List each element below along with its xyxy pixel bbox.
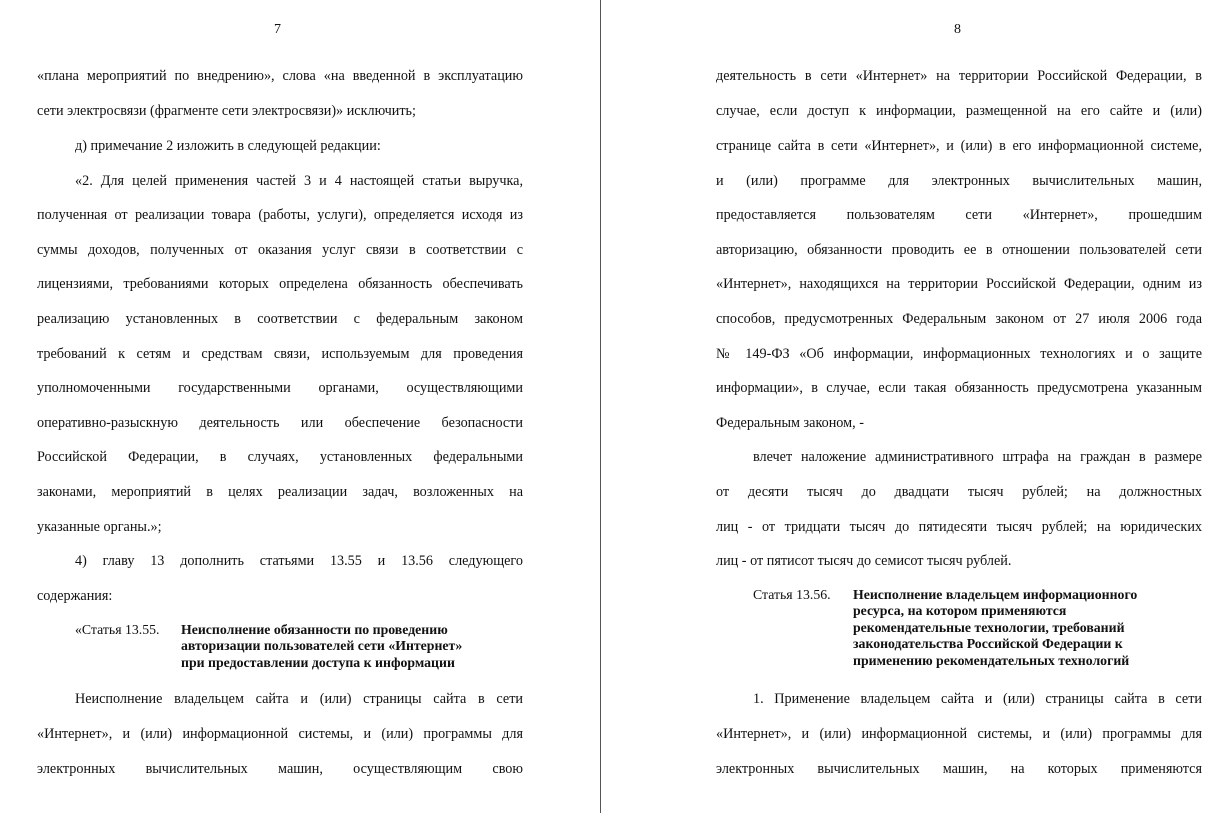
text-line: оперативно-разыскную деятельность или обеспечение безопасности — [37, 415, 523, 431]
article-title — [181, 622, 462, 671]
text-line: лицензиями, требованиями которых определена обязанность обеспечивать — [37, 276, 523, 292]
text-line: деятельность в сети «Интернет» на территории Российской Федерации, в — [716, 68, 1202, 84]
text-line: случае, если доступ к информации, размещенной на его сайте и (или) — [716, 103, 1202, 119]
text-line: суммы доходов, полученных от оказания услуг связи в соответствии с — [37, 242, 523, 258]
article-title-line: Неисполнение владельцем информационного — [853, 587, 1138, 602]
text-line: № 149-ФЗ «Об информации, информационных технологиях и о защите — [716, 346, 1202, 362]
article-title-line: законодательства Российской Федерации к — [853, 636, 1123, 652]
article-heading — [753, 587, 1213, 672]
text-line: предоставляется пользователям сети «Интернет», прошедшим — [716, 207, 1202, 223]
text-line: указанные органы.»; — [37, 519, 162, 535]
article-title-line: ресурса, на котором применяются — [853, 603, 1067, 619]
text-line: электронных вычислительных машин, осуществляющим свою — [37, 761, 523, 777]
text-line: от десяти тысяч до двадцати тысяч рублей; на должностных — [716, 484, 1202, 500]
left-page — [0, 0, 600, 813]
article-title-line: применению рекомендательных технологий — [853, 652, 1130, 668]
text-line: лиц - от пятисот тысяч до семисот тысяч рублей. — [716, 553, 1012, 569]
article-title-line: при предоставлении доступа к информации — [181, 654, 455, 670]
text-line: «плана мероприятий по внедрению», слова «на введенной в эксплуатацию — [37, 68, 523, 84]
text-line: полученная от реализации товара (работы, услуги), определяется исходя из — [37, 207, 523, 223]
text-line: электронных вычислительных машин, на которых применяются — [716, 761, 1202, 777]
article-title-line: авторизации пользователей сети «Интернет» — [181, 638, 463, 654]
text-line: «Интернет», и (или) информационной системы, и (или) программы для — [716, 726, 1202, 742]
text-line: авторизацию, обязанности проводить ее в отношении пользователей сети — [716, 242, 1202, 258]
text-line: 4) главу 13 дополнить статьями 13.55 и 13.56 следующего — [75, 553, 523, 569]
text-line: законами, мероприятий в целях реализации задач, возложенных на — [37, 484, 523, 500]
text-line: реализацию установленных в соответствии с федеральным законом — [37, 311, 523, 327]
article-number: Статья 13.56. — [753, 587, 831, 602]
article-title-line: Неисполнение обязанности по проведению — [181, 622, 448, 637]
text-line: содержания: — [37, 588, 113, 604]
text-line: и (или) программе для электронных вычислительных машин, — [716, 173, 1202, 189]
right-page — [601, 0, 1222, 813]
article-heading — [75, 622, 535, 674]
text-line: странице сайта в сети «Интернет», и (или) в его информационной системе, — [716, 138, 1202, 154]
text-line: Федеральным законом, - — [716, 415, 864, 431]
page-number: 8 — [954, 22, 961, 37]
text-line: д) примечание 2 изложить в следующей редакции: — [75, 138, 381, 154]
article-title-line: рекомендательные технологии, требований — [853, 619, 1125, 635]
text-line: способов, предусмотренных Федеральным законом от 27 июля 2006 года — [716, 311, 1202, 327]
text-line: «Интернет», и (или) информационной системы, и (или) программы для — [37, 726, 523, 742]
text-line: Неисполнение владельцем сайта и (или) страницы сайта в сети — [75, 691, 523, 707]
text-line: «2. Для целей применения частей 3 и 4 настоящей статьи выручка, — [75, 173, 523, 189]
page-number: 7 — [274, 22, 281, 37]
article-title — [853, 587, 1137, 669]
text-line: требований к сетям и средствам связи, используемым для проведения — [37, 346, 523, 362]
text-line: сети электросвязи (фрагменте сети электросвязи)» исключить; — [37, 103, 416, 119]
text-line: уполномоченными государственными органами, осуществляющими — [37, 380, 523, 396]
text-line: лиц - от тридцати тысяч до пятидесяти тысяч рублей; на юридических — [716, 519, 1202, 535]
text-line: Российской Федерации, в случаях, установленных федеральными — [37, 449, 523, 465]
text-line: «Интернет», находящихся на территории Российской Федерации, одним из — [716, 276, 1202, 292]
text-line: информации», в случае, если такая обязанность предусмотрена указанным — [716, 380, 1202, 396]
text-line: влечет наложение административного штрафа на граждан в размере — [753, 449, 1202, 465]
article-number: «Статья 13.55. — [75, 622, 160, 637]
text-line: 1. Применение владельцем сайта и (или) страницы сайта в сети — [753, 691, 1202, 707]
